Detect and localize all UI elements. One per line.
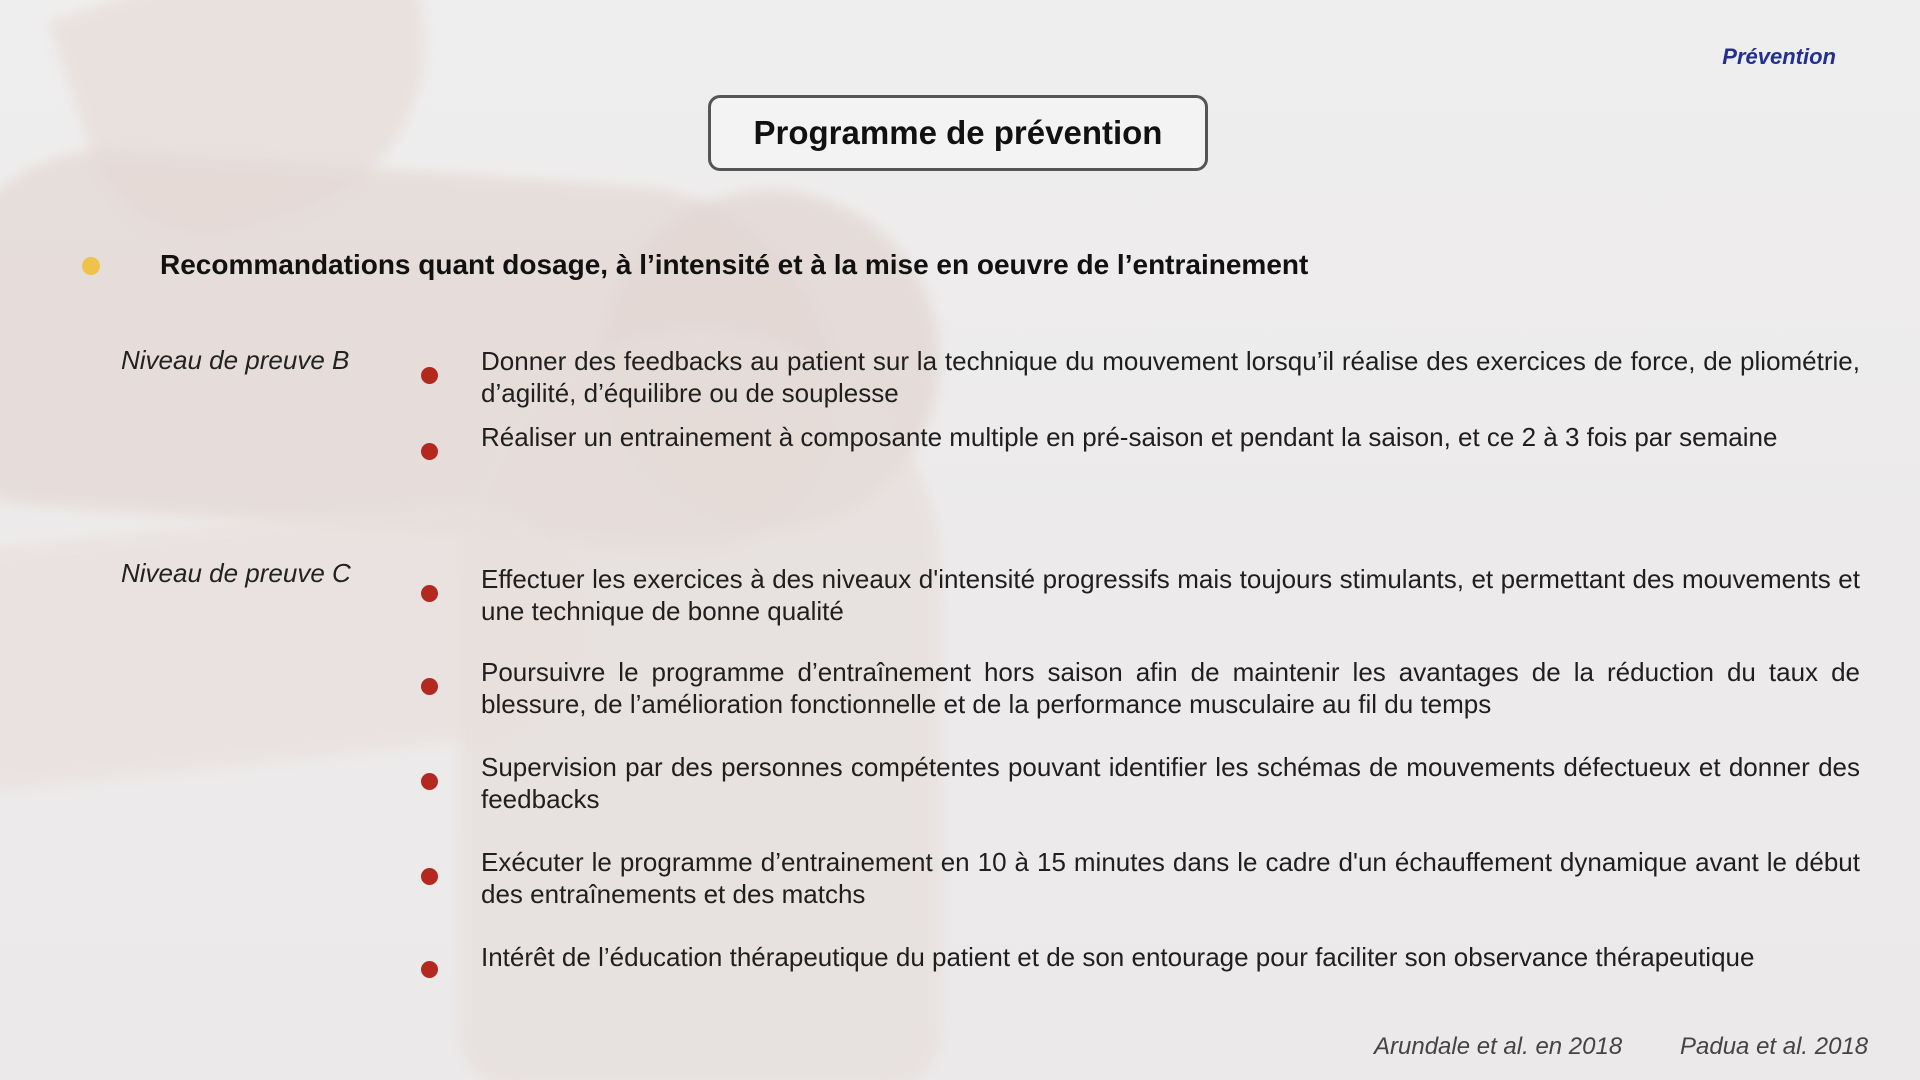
- list-item-text: Poursuivre le programme d’entraînement hors saison afin de maintenir les avantages de la réduction du taux de blessure, de l’amélioration fonctionnelle et de la performance musculaire au fil du temps: [481, 657, 1860, 719]
- list-item-text: Supervision par des personnes compétentes pouvant identifier les schémas de mouvements défectueux et donner des feedbacks: [481, 752, 1860, 814]
- level-label-b: Niveau de preuve B: [121, 345, 350, 375]
- reference-citation: Arundale et al. en 2018: [1374, 1033, 1623, 1060]
- list-item-text: Réaliser un entrainement à composante multiple en pré-saison et pendant la saison, et ce 2 à 3 fois par semaine: [481, 422, 1778, 452]
- level-label-c: Niveau de preuve C: [121, 558, 351, 588]
- list-item-text: Donner des feedbacks au patient sur la technique du mouvement lorsqu’il réalise des exercices de force, de pliométrie, d’agilité, d’équilibre ou de souplesse: [481, 346, 1860, 408]
- list-item-text: Effectuer les exercices à des niveaux d'intensité progressifs mais toujours stimulants, et permettant des mouvements et une technique de bonne qualité: [481, 564, 1860, 626]
- reference-citation: Padua et al. 2018: [1680, 1033, 1869, 1060]
- heading-bullet-icon: [82, 257, 100, 275]
- bullet-icon: [421, 367, 438, 384]
- list-item-text: Exécuter le programme d’entrainement en 10 à 15 minutes dans le cadre d'un échauffement dynamique avant le début des entraînements et des matchs: [481, 847, 1860, 909]
- main-heading: Recommandations quant dosage, à l’intensité et à la mise en oeuvre de l’entrainement: [160, 249, 1309, 280]
- bullet-icon: [421, 443, 438, 460]
- bullet-icon: [421, 773, 438, 790]
- slide-title: Programme de prévention: [708, 95, 1208, 171]
- bullet-icon: [421, 585, 438, 602]
- bullet-icon: [421, 961, 438, 978]
- section-tag: Prévention: [1722, 44, 1836, 69]
- bullet-icon: [421, 868, 438, 885]
- list-item-text: Intérêt de l’éducation thérapeutique du patient et de son entourage pour faciliter son observance thérapeutique: [481, 942, 1755, 972]
- bullet-icon: [421, 678, 438, 695]
